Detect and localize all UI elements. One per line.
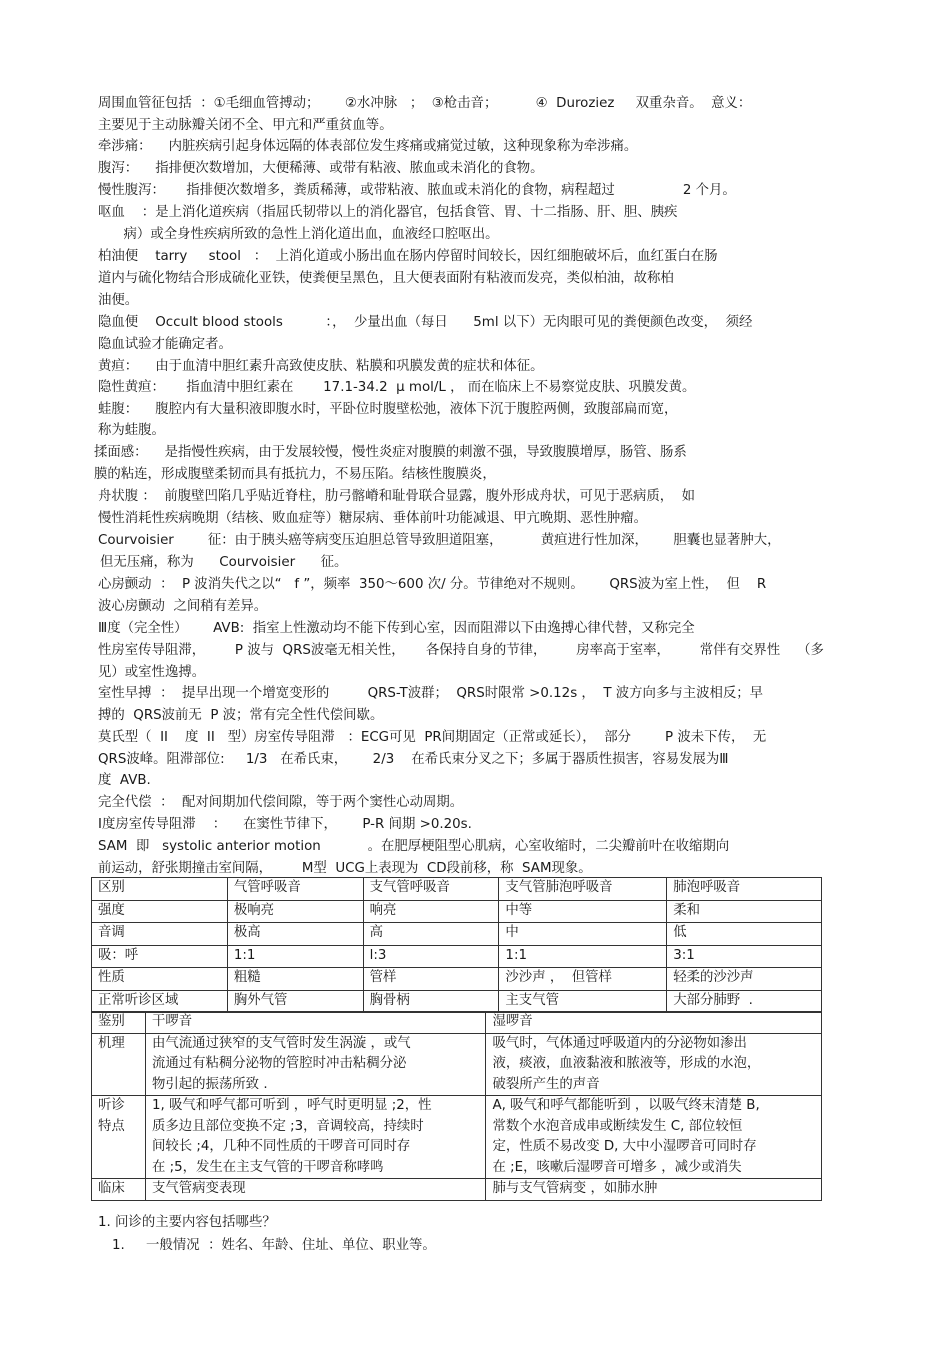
table-cell: 大部分肺野 . xyxy=(667,990,822,1013)
table-cell: 干啰音 xyxy=(145,1012,486,1034)
text-line: 莫氏型（ II 度 II 型）房室传导阻滞 ：ECG可见 PR间期固定（正常或延长）， 部分 P 波未下传， 无 xyxy=(98,730,767,745)
table-cell: 1:1 xyxy=(499,945,667,968)
table-cell: 1:1 xyxy=(227,945,363,968)
table-row xyxy=(92,945,822,968)
text-line: Ⅲ度（完全性） AVB: 指室上性激动均不能下传到心室，因而阻滞以下由逸搏心律代替，又称完全 xyxy=(98,621,695,636)
table-cell: 低 xyxy=(667,923,822,946)
text-line: 呕血 ：是上消化道疾病（指屈氏韧带以上的消化器官，包括食管、胃、十二指肠、肝、胆、胰疾 xyxy=(98,205,678,220)
table-cell: 管样 xyxy=(363,968,499,991)
table-cell: 主支气管 xyxy=(499,990,667,1013)
table-cell: 正常听诊区域 xyxy=(92,990,228,1013)
text-line: 隐血便 Occult blood stools ：， 少量出血（每日 5ml 以下）无肉眼可见的粪便颜色改变， 须经 xyxy=(98,315,753,330)
table-cell: 柔和 xyxy=(667,900,822,923)
table-cell: 中 xyxy=(499,923,667,946)
text-line: 周围血管征包括 ：①毛细血管搏动； ②水冲脉 ； ③枪击音； ④ Duroziez 双重杂音。 意义： xyxy=(98,96,752,111)
table-cell: 区别 xyxy=(92,878,228,901)
table-cell: 中等 xyxy=(499,900,667,923)
table-cell: 极响亮 xyxy=(227,900,363,923)
text-line: 蛙腹： 腹腔内有大量积液即腹水时，平卧位时腹壁松弛，液体下沉于腹腔两侧，致腹部扁而宽， xyxy=(98,402,678,417)
table-row xyxy=(92,1012,822,1034)
text-line: 柏油便 tarry stool ： 上消化道或小肠出血在肠内停留时间较长，因红细胞破坏后，血红蛋白在肠 xyxy=(98,249,718,264)
text-line: 慢性消耗性疾病晚期（结核、败血症等）糖尿病、垂体前叶功能减退、甲亢晚期、恶性肿瘤。 xyxy=(98,511,648,526)
text-line: 度 AVB. xyxy=(98,773,151,788)
text-line: 室性早搏 ： 提早出现一个增宽变形的 QRS-T波群； QRS时限常 >0.12s ， T 波方向多与主波相反；早 xyxy=(98,686,764,701)
table-cell: 吸：呼 xyxy=(92,945,228,968)
table-cell: 沙沙声 ， 但管样 xyxy=(499,968,667,991)
text-line: 慢性腹泻： 指排便次数增多，粪质稀薄，或带粘液、脓血或未消化的食物，病程超过 2 个月。 xyxy=(98,183,736,198)
table-cell: 高 xyxy=(363,923,499,946)
text-line: 完全代偿 ： 配对间期加代偿间隙，等于两个窦性心动周期。 xyxy=(98,795,464,810)
text-line: 主要见于主动脉瓣关闭不全、甲亢和严重贫血等。 xyxy=(98,118,393,133)
table-cell: 响亮 xyxy=(363,900,499,923)
table-cell: 鉴别 xyxy=(92,1012,146,1034)
table-cell: 肺与支气管病变 ，如肺水肿 xyxy=(486,1179,822,1201)
question-heading: 1. 问诊的主要内容包括哪些？ xyxy=(98,1215,276,1230)
text-line: 性房室传导阻滞， P 波与 QRS波毫无相关性， 各保持自身的节律， 房率高于室率， 常伴有交界性 （多 xyxy=(98,643,824,658)
table-cell: 轻柔的沙沙声 xyxy=(667,968,822,991)
table-cell: l:3 xyxy=(363,945,499,968)
text-line: 病）或全身性疾病所致的急性上消化道出血，血液经口腔呕出。 xyxy=(98,227,499,242)
table-row xyxy=(92,1033,822,1096)
text-line: 隐血试验才能确定者。 xyxy=(98,337,232,352)
table-cell: 由气流通过狭窄的支气管时发生涡漩 ，或气 流通过有粘稠分泌物的管腔时冲击粘稠分泌 物引起的振荡所致 . xyxy=(145,1033,486,1096)
table-cell: 肺泡呼吸音 xyxy=(667,878,822,901)
table-cell: 极高 xyxy=(227,923,363,946)
text-line: 见）或室性逸搏。 xyxy=(98,665,206,680)
text-line: 黄疸： 由于血清中胆红素升高致使皮肤、粘膜和巩膜发黄的症状和体征。 xyxy=(98,359,544,374)
text-line: QRS波峰。阻滞部位: 1/3 在希氏束， 2/3 在希氏束分叉之下；多属于器质性损害，容易发展为Ⅲ xyxy=(98,752,729,767)
text-line: SAM 即 systolic anterior motion 。在肥厚梗阻型心肌病，心室收缩时，二尖瓣前叶在收缩期向 xyxy=(98,839,730,854)
text-line: 但无压痛，称为 Courvoisier 征。 xyxy=(100,555,348,570)
text-line: 道内与硫化物结合形成硫化亚铁，使粪便呈黑色，且大便表面附有粘液而发亮，类似柏油，故称柏 xyxy=(98,271,674,286)
text-line: 腹泻： 指排便次数增加，大便稀薄、或带有粘液、脓血或未消化的食物。 xyxy=(98,161,544,176)
table-cell: 强度 xyxy=(92,900,228,923)
table-cell: 1, 吸气和呼气都可听到 ，呼气时更明显 ;2，性 质多边且部位变换不定 ;3，音调较高，持续时 间较长 ;4，几种不同性质的干啰音可同时存 在 ;5，发生在主支气管的干啰音称哮鸣 xyxy=(145,1096,486,1179)
text-line: 牵涉痛： 内脏疾病引起身体远隔的体表部位发生疼痛或痛觉过敏，这种现象称为牵涉痛。 xyxy=(98,139,638,154)
table-row xyxy=(92,990,822,1013)
table-cell: 气管呼吸音 xyxy=(227,878,363,901)
table-cell: 支气管肺泡呼吸音 xyxy=(499,878,667,901)
table-row xyxy=(92,1096,822,1179)
table-cell: 吸气时，气体通过呼吸道内的分泌物如渗出 液，痰液，血液黏液和脓液等，形成的水泡， 破裂所产生的声音 xyxy=(486,1033,822,1096)
text-line: 心房颤动 ： P 波消失代之以“ f ”，频率 350～600 次/ 分。节律绝对不规则。 QRS波为室上性， 但 R xyxy=(98,577,767,592)
text-line: 油便。 xyxy=(98,293,139,308)
table-cell: 胸骨柄 xyxy=(363,990,499,1013)
table-cell: 湿啰音 xyxy=(486,1012,822,1034)
table-cell: 3:1 xyxy=(667,945,822,968)
table-cell: 粗糙 xyxy=(227,968,363,991)
table-cell: 音调 xyxy=(92,923,228,946)
table-cell: 临床 xyxy=(92,1179,146,1201)
table-cell: 听诊 特点 xyxy=(92,1096,146,1179)
table-cell: 性质 xyxy=(92,968,228,991)
table-cell: 支气管呼吸音 xyxy=(363,878,499,901)
text-line: 隐性黄疸： 指血清中胆红素在 17.1-34.2 μ mol/L ， 而在临床上不易察觉皮肤、巩膜发黄。 xyxy=(98,380,696,395)
text-line: 称为蛙腹。 xyxy=(98,423,165,438)
table-row xyxy=(92,878,822,901)
text-line: 波心房颤动 之间稍有差异。 xyxy=(98,599,268,614)
table-cell: 机理 xyxy=(92,1033,146,1096)
text-line: 膜的粘连，形成腹壁柔韧而具有抵抗力，不易压陷。结核性腹膜炎， xyxy=(94,467,496,482)
text-line: 搏的 QRS波前无 P 波；常有完全性代偿间歇。 xyxy=(98,708,384,723)
text-line: 舟状腹 ： 前腹壁凹陷几乎贴近脊柱，肋弓髂嵴和耻骨联合显露，腹外形成舟状，可见于恶病质， 如 xyxy=(98,489,696,504)
text-line: Courvoisier 征：由于胰头癌等病变压迫胆总管导致胆道阻塞， 黄疸进行性加深， 胆囊也显著肿大， xyxy=(98,533,781,548)
table-row xyxy=(92,1179,822,1201)
rales-comparison-table xyxy=(91,1011,822,1201)
text-line: 前运动，舒张期撞击室间隔， M型 UCG上表现为 CD段前移，称 SAM现象。 xyxy=(98,861,592,876)
table-cell: 支气管病变表现 xyxy=(145,1179,486,1201)
table-row xyxy=(92,900,822,923)
breath-sounds-table xyxy=(91,877,822,1013)
answer-line: 1. 一般情况 ：姓名、年龄、住址、单位、职业等。 xyxy=(112,1238,436,1253)
table-cell: 胸外气管 xyxy=(227,990,363,1013)
table-cell: A, 吸气和呼气都能听到 ，以吸气终末清楚 B, 常数个水泡音成串或断续发生 C, 部位较恒 定，性质不易改变 D, 大中小湿啰音可同时存 在 ;E，咳嗽后湿啰音可增多 ，减少或消失 xyxy=(486,1096,822,1179)
text-line: 揉面感： 是指慢性疾病，由于发展较慢，慢性炎症对腹膜的刺激不强，导致腹膜增厚，肠管、肠系 xyxy=(94,445,687,460)
table-row xyxy=(92,923,822,946)
table-row xyxy=(92,968,822,991)
text-line: Ⅰ度房室传导阻滞 ： 在窦性节律下， P-R 间期 >0.20s. xyxy=(98,817,472,832)
